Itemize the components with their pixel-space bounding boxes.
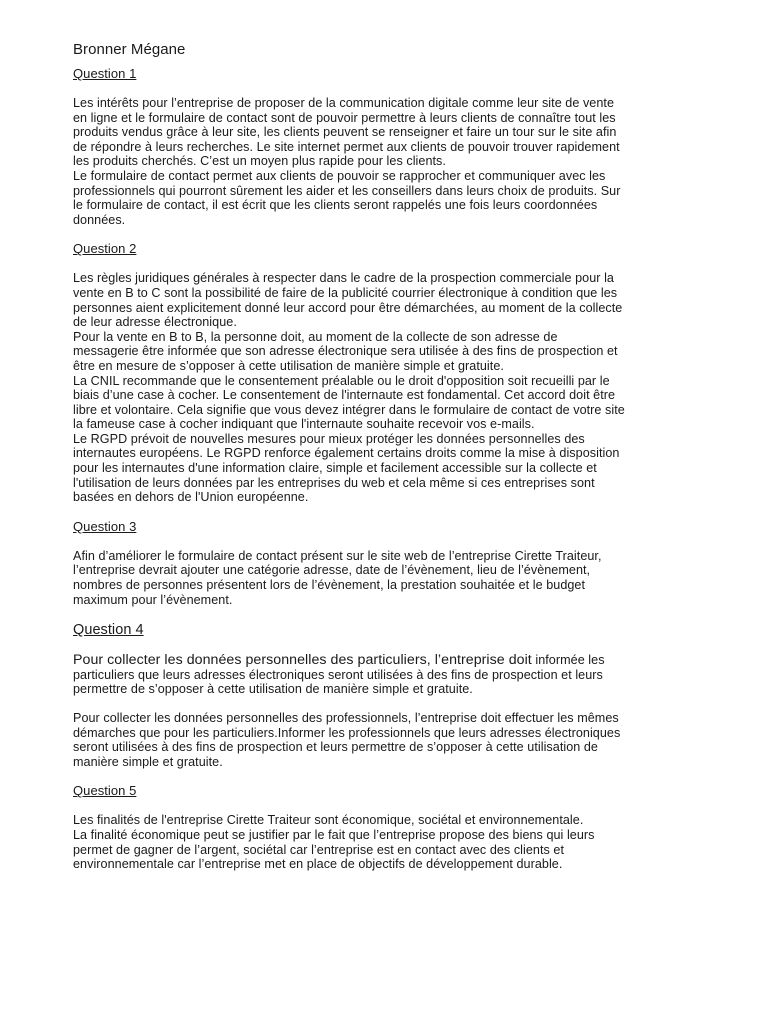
- question-3-title: Question 3: [73, 518, 137, 534]
- question-1-title: Question 1: [73, 66, 137, 81]
- question-4-lead: Pour collecter les données personnelles des particuliers, l’entreprise doit: [73, 652, 532, 669]
- question-4-answer-rest: informée les particuliers que leurs adresses électroniques seront utilisées à des fins de prospection et leurs permettre de s’opposer à cette utilisation de manière simple et gratuite.: [73, 653, 605, 697]
- question-2-title: Question 2: [73, 241, 137, 257]
- question-4-answer-professionnels: Pour collecter les données personnelles des professionnels, l’entreprise doit effectuer les mêmes démarches que pour les particuliers.Informer les professionnels que leurs adresses électroniques seront utilisées à des fins de prospection et leurs permettre de s’opposer à cette utilisation de manière simple et gratuite.: [73, 711, 621, 769]
- question-1-answer: Les intérêts pour l’entreprise de proposer de la communication digitale comme leur site de vente en ligne et le formulaire de contact sont de pouvoir permettre à leurs clients de connaître tout les produits vendus grâce à leur site, les clients peuvent se renseigner et faire un tour sur le site afin de répondre à leurs recherches. Le site internet permet aux clients de pouvoir trouver rapidement les produits cherchés. C’est un moyen plus rapide pour les clients. Le formulaire de contact permet aux clients de pouvoir se rapprocher et communiquer avec les professionnels qui pourront sûrement les aider et les conseillers dans leurs choix de produits. Sur le formulaire de contact, il est écrit que les clients seront rappelés une fois leurs coordonnées données.: [73, 96, 621, 227]
- question-4-answer-particuliers: [73, 653, 698, 697]
- question-3-answer: Afin d’améliorer le formulaire de contact présent sur le site web de l’entreprise Cirette Traiteur, l’entreprise devrait ajouter une catégorie adresse, date de l’évènement, lieu de l’évènement, nombres de personnes présentent lors de l’évènement, la prestation souhaitée et le budget maximum pour l’évènement.: [73, 548, 602, 607]
- question-4-title: Question 4: [73, 622, 144, 639]
- document-page: [73, 40, 698, 886]
- question-5-answer: Les finalités de l'entreprise Cirette Traiteur sont économique, sociétal et environnementale. La finalité économique peut se justifier par le fait que l’entreprise propose des biens qui leurs permet de gagner de l’argent, sociétal car l’entreprise est en contact avec des clients et environnementale car l’entreprise met en place de objectifs de développement durable.: [73, 813, 595, 872]
- question-2-answer: Les règles juridiques générales à respecter dans le cadre de la prospection commerciale pour la vente en B to C sont la possibilité de faire de la publicité courrier électronique à condition que les personnes aient explicitement donné leur accord pour être démarchées, au moment de la collecte de leur adresse électronique. Pour la vente en B to B, la personne doit, au moment de la collecte de son adresse de messagerie être informée que son adresse électronique sera utilisée à des fins de prospection et être en mesure de s’opposer à cette utilisation de manière simple et gratuite. La CNIL recommande que le consentement préalable ou le droit d'opposition soit recueilli par le biais d’une case à cocher. Le consentement de l'internaute est fondamental. Cet accord doit être libre et volontaire. Cela signifie que vous devez intégrer dans le formulaire de contact de votre site la fameuse case à cocher indiquant que l'internaute souhaite recevoir vos e-mails. Le RGPD prévoit de nouvelles mesures pour mieux protéger les données personnelles des internautes européens. Le RGPD renforce également certains droits comme la mise à disposition pour les internautes d'une information claire, simple et facilement accessible sur la collecte et l'utilisation de leurs données par les entreprises du web et cela même si ces entreprises sont basées en dehors de l'Union européenne.: [73, 271, 625, 505]
- author-name: Bronner Mégane: [73, 41, 186, 58]
- question-5-title: Question 5: [73, 783, 137, 799]
